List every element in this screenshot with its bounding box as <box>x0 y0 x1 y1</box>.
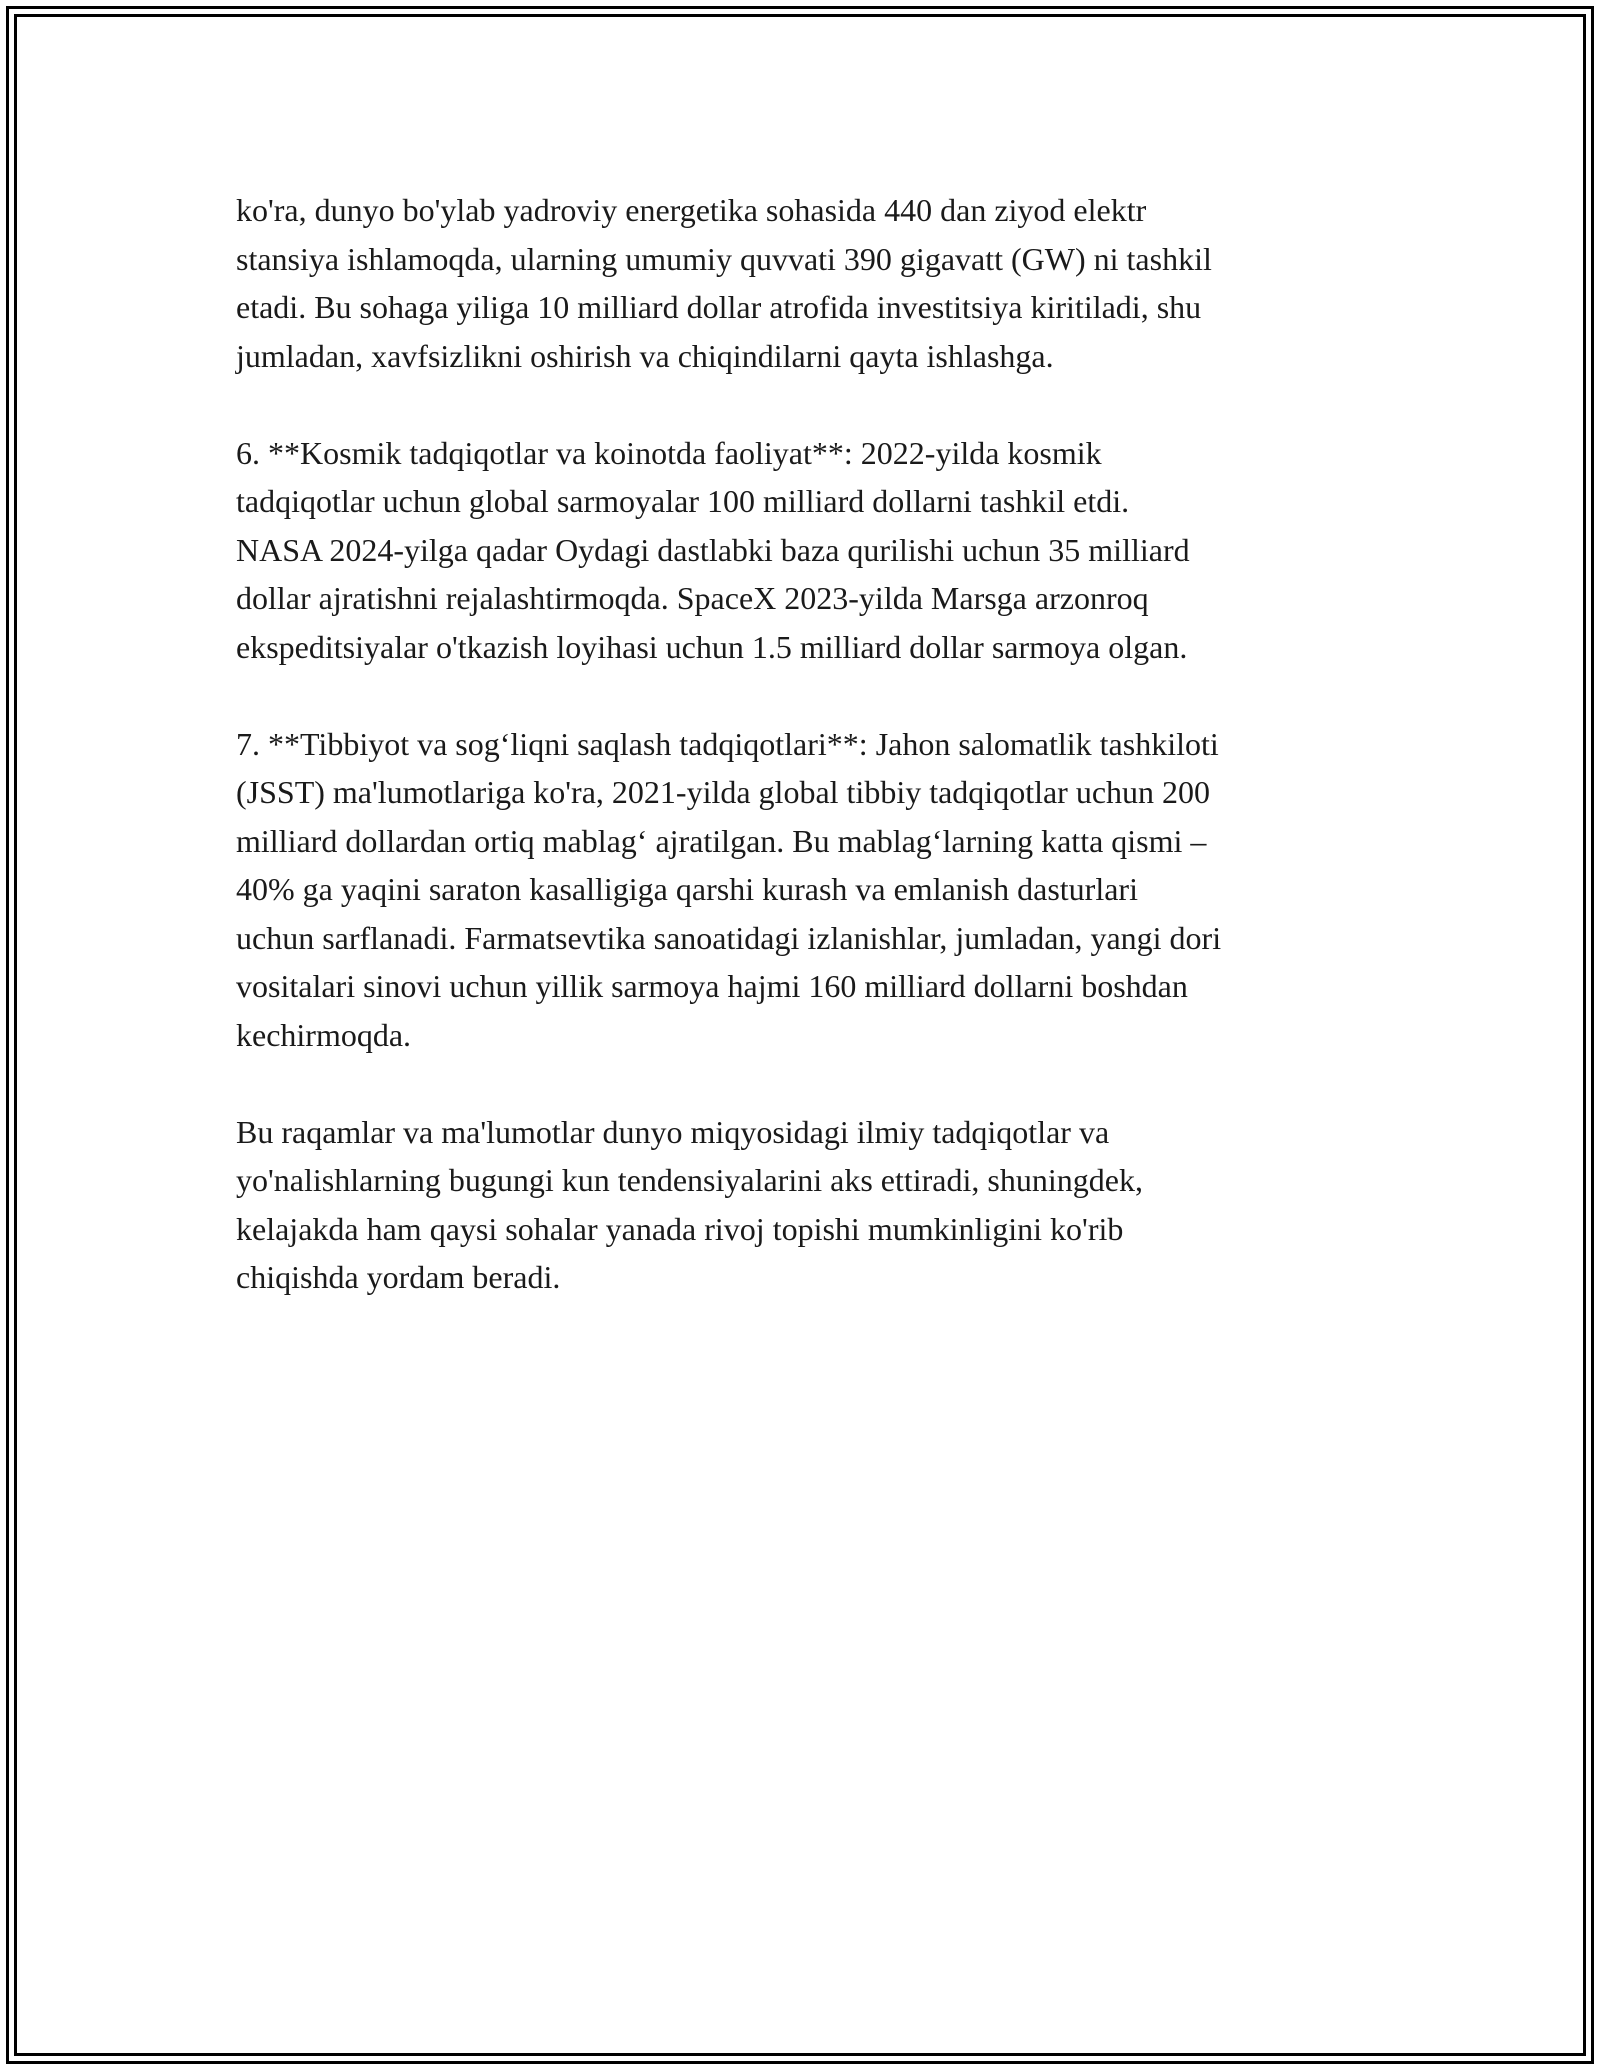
document-body <box>236 186 1376 1350</box>
paragraph-medical-research: 7. **Tibbiyot va sog‘liqni saqlash tadqiqotlari**: Jahon salomatlik tashkiloti (JSST) ma'lumotlariga ko'ra, 2021-yilda global tibbiy tadqiqotlar uchun 200 milliard dollardan ortiq mablag‘ ajratilgan. Bu mablag‘larning katta qismi – 40% ga yaqini saraton kasalligiga qarshi kurash va emlanish dasturlari uchun sarflanadi. Farmatsevtika sanoatidagi izlanishlar, jumladan, yangi dori vositalari sinovi uchun yillik sarmoya hajmi 160 milliard dollarni boshdan kechirmoqda. <box>236 725 1222 1053</box>
paragraph-nuclear-energy: ko'ra, dunyo bo'ylab yadroviy energetika sohasida 440 dan ziyod elektr stansiya ishlamoqda, ularning umumiy quvvati 390 gigavatt (GW) ni tashkil etadi. Bu sohaga yiliga 10 milliard dollar atrofida investitsiya kiritiladi, shu jumladan, xavfsizlikni oshirish va chiqindilarni qayta ishlashga. <box>236 192 1212 374</box>
paragraph-space-research: 6. **Kosmik tadqiqotlar va koinotda faoliyat**: 2022-yilda kosmik tadqiqotlar uchun global sarmoyalar 100 milliard dollarni tashkil etdi. NASA 2024-yilga qadar Oydagi dastlabki baza qurilishi uchun 35 milliard dollar ajratishni rejalashtirmoqda. SpaceX 2023-yilda Marsga arzonroq ekspeditsiyalar o'tkazish loyihasi uchun 1.5 milliard dollar sarmoya olgan. <box>236 434 1190 665</box>
paragraph-conclusion: Bu raqamlar va ma'lumotlar dunyo miqyosidagi ilmiy tadqiqotlar va yo'nalishlarning bugungi kun tendensiyalarini aks ettiradi, shuningdek, kelajakda ham qaysi sohalar yanada rivoj topishi mumkinligini ko'rib chiqishda yordam beradi. <box>236 1113 1143 1295</box>
